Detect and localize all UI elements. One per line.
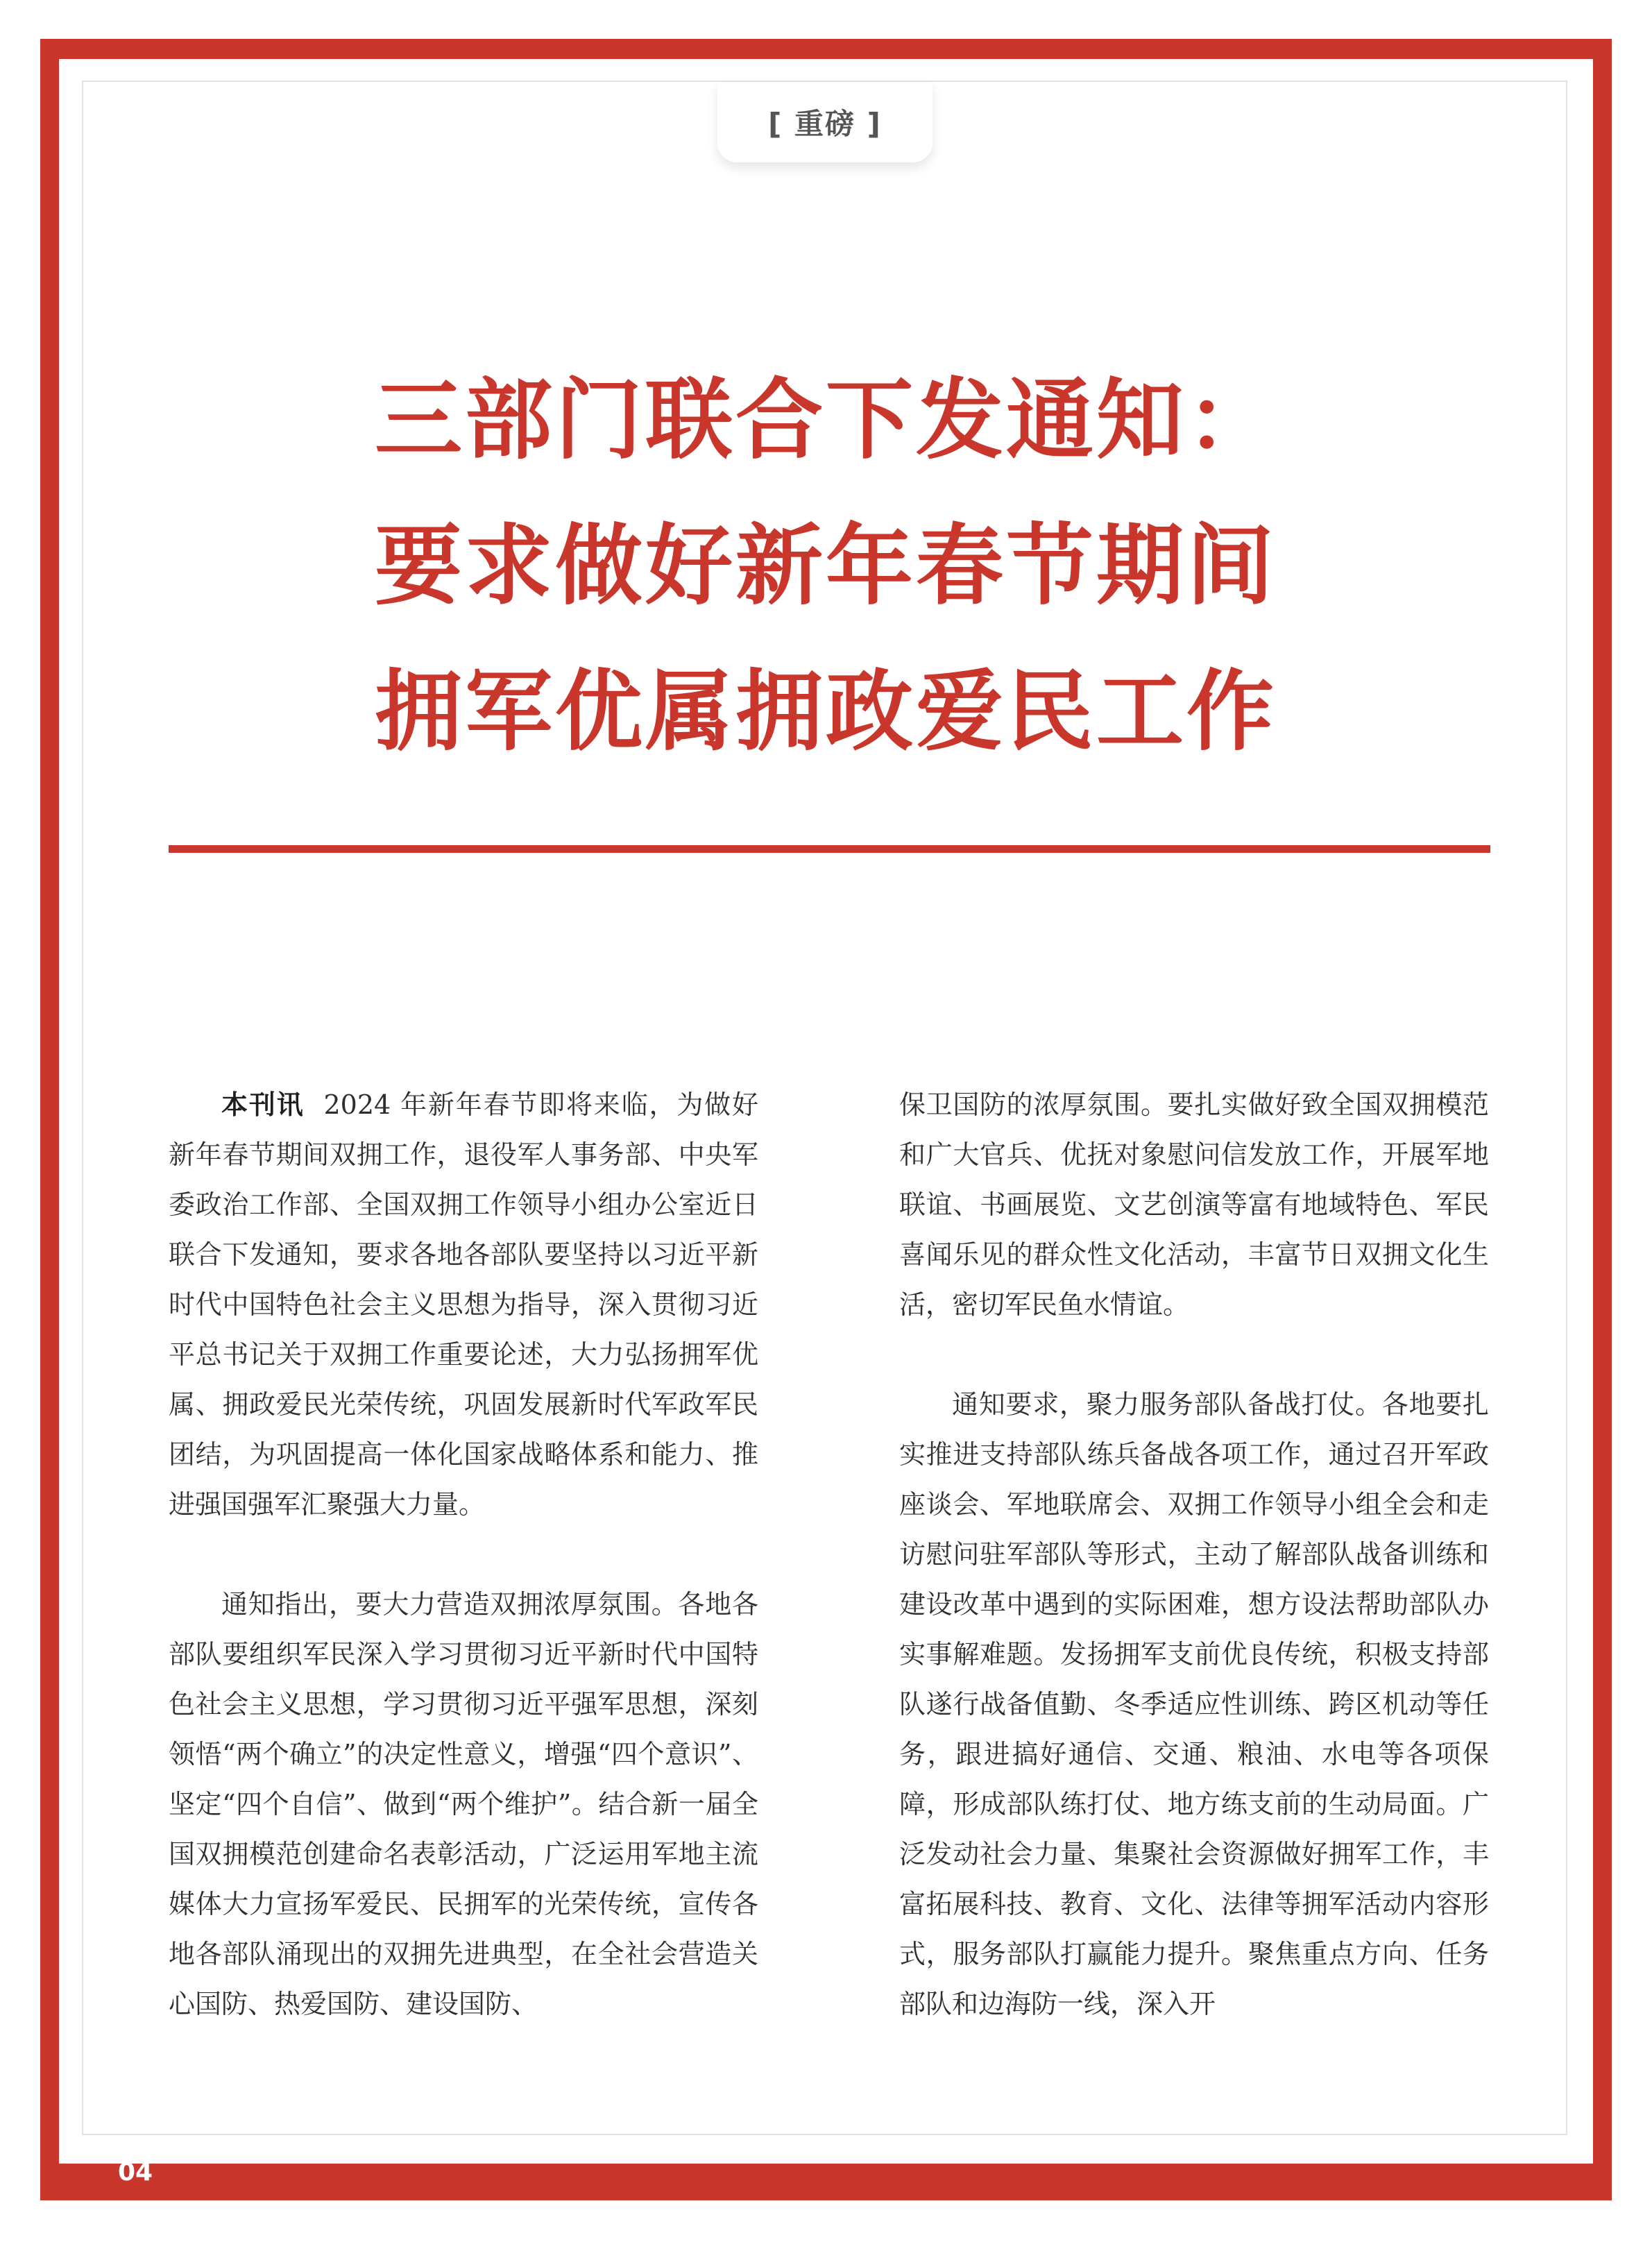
paragraph-continued: 保卫国防的浓厚氛围。要扎实做好致全国双拥模范和广大官兵、优抚对象慰问信发放工作，开展军地联谊、书画展览、文艺创演等富有地域特色、军民喜闻乐见的群众性文化活动，丰富节日双拥文化生活，密切军民鱼水情谊。 bbox=[899, 1089, 1489, 1320]
article-right-column bbox=[899, 1080, 1489, 2029]
headline-line-1: 三部门联合下发通知： bbox=[375, 368, 1277, 471]
paragraph-lead bbox=[169, 1080, 758, 1529]
headline-line-2: 要求做好新年春节期间 bbox=[375, 514, 1277, 617]
paragraph-notice-requirements: 通知要求，聚力服务部队备战打仗。各地要扎实推进支持部队练兵备战各项工作，通过召开军政座谈会、军地联席会、双拥工作领导小组全会和走访慰问驻军部队等形式，主动了解部队战备训练和建设改革中遇到的实际困难，想方设法帮助部队办实事解难题。发扬拥军支前优良传统，积极支持部队遂行战备值勤、冬季适应性训练、跨区机动等任务，跟进搞好通信、交通、粮油、水电等各项保障，形成部队练打仗、地方练支前的生动局面。广泛发动社会力量、集聚社会资源做好拥军工作，丰富拓展科技、教育、文化、法律等拥军活动内容形式，服务部队打赢能力提升。聚焦重点方向、任务部队和边海防一线，深入开 bbox=[899, 1389, 1489, 2019]
paragraph-notice-atmosphere: 通知指出，要大力营造双拥浓厚氛围。各地各部队要组织军民深入学习贯彻习近平新时代中国特色社会主义思想，学习贯彻习近平强军思想，深刻领悟“两个确立”的决定性意义，增强“四个意识”、坚定“四个自信”、做到“两个维护”。结合新一届全国双拥模范创建命名表彰活动，广泛运用军地主流媒体大力宣扬军爱民、民拥军的光荣传统，宣传各地各部队涌现出的双拥先进典型，在全社会营造关心国防、热爱国防、建设国防、 bbox=[169, 1589, 758, 2019]
article-left-column bbox=[169, 1080, 758, 2029]
article-headline bbox=[160, 347, 1492, 784]
lead-label: 本刊讯 bbox=[221, 1089, 305, 1120]
paragraph-lead-text: 2024 年新年春节即将来临，为做好新年春节期间双拥工作，退役军人事务部、中央军委政治工作部、全国双拥工作领导小组办公室近日联合下发通知，要求各地各部队要坚持以习近平新时代中国特色社会主义思想为指导，深入贯彻习近平总书记关于双拥工作重要论述，大力弘扬拥军优属、拥政爱民光荣传统，巩固发展新时代军政军民团结，为巩固提高一体化国家战略体系和能力、推进强国强军汇聚强大力量。 bbox=[169, 1089, 758, 1520]
page-number: 04 bbox=[118, 2158, 153, 2186]
section-tag: [ 重磅 ] bbox=[717, 82, 933, 162]
headline-line-3: 拥军优属拥政爱民工作 bbox=[375, 660, 1277, 763]
headline-divider bbox=[169, 845, 1490, 853]
